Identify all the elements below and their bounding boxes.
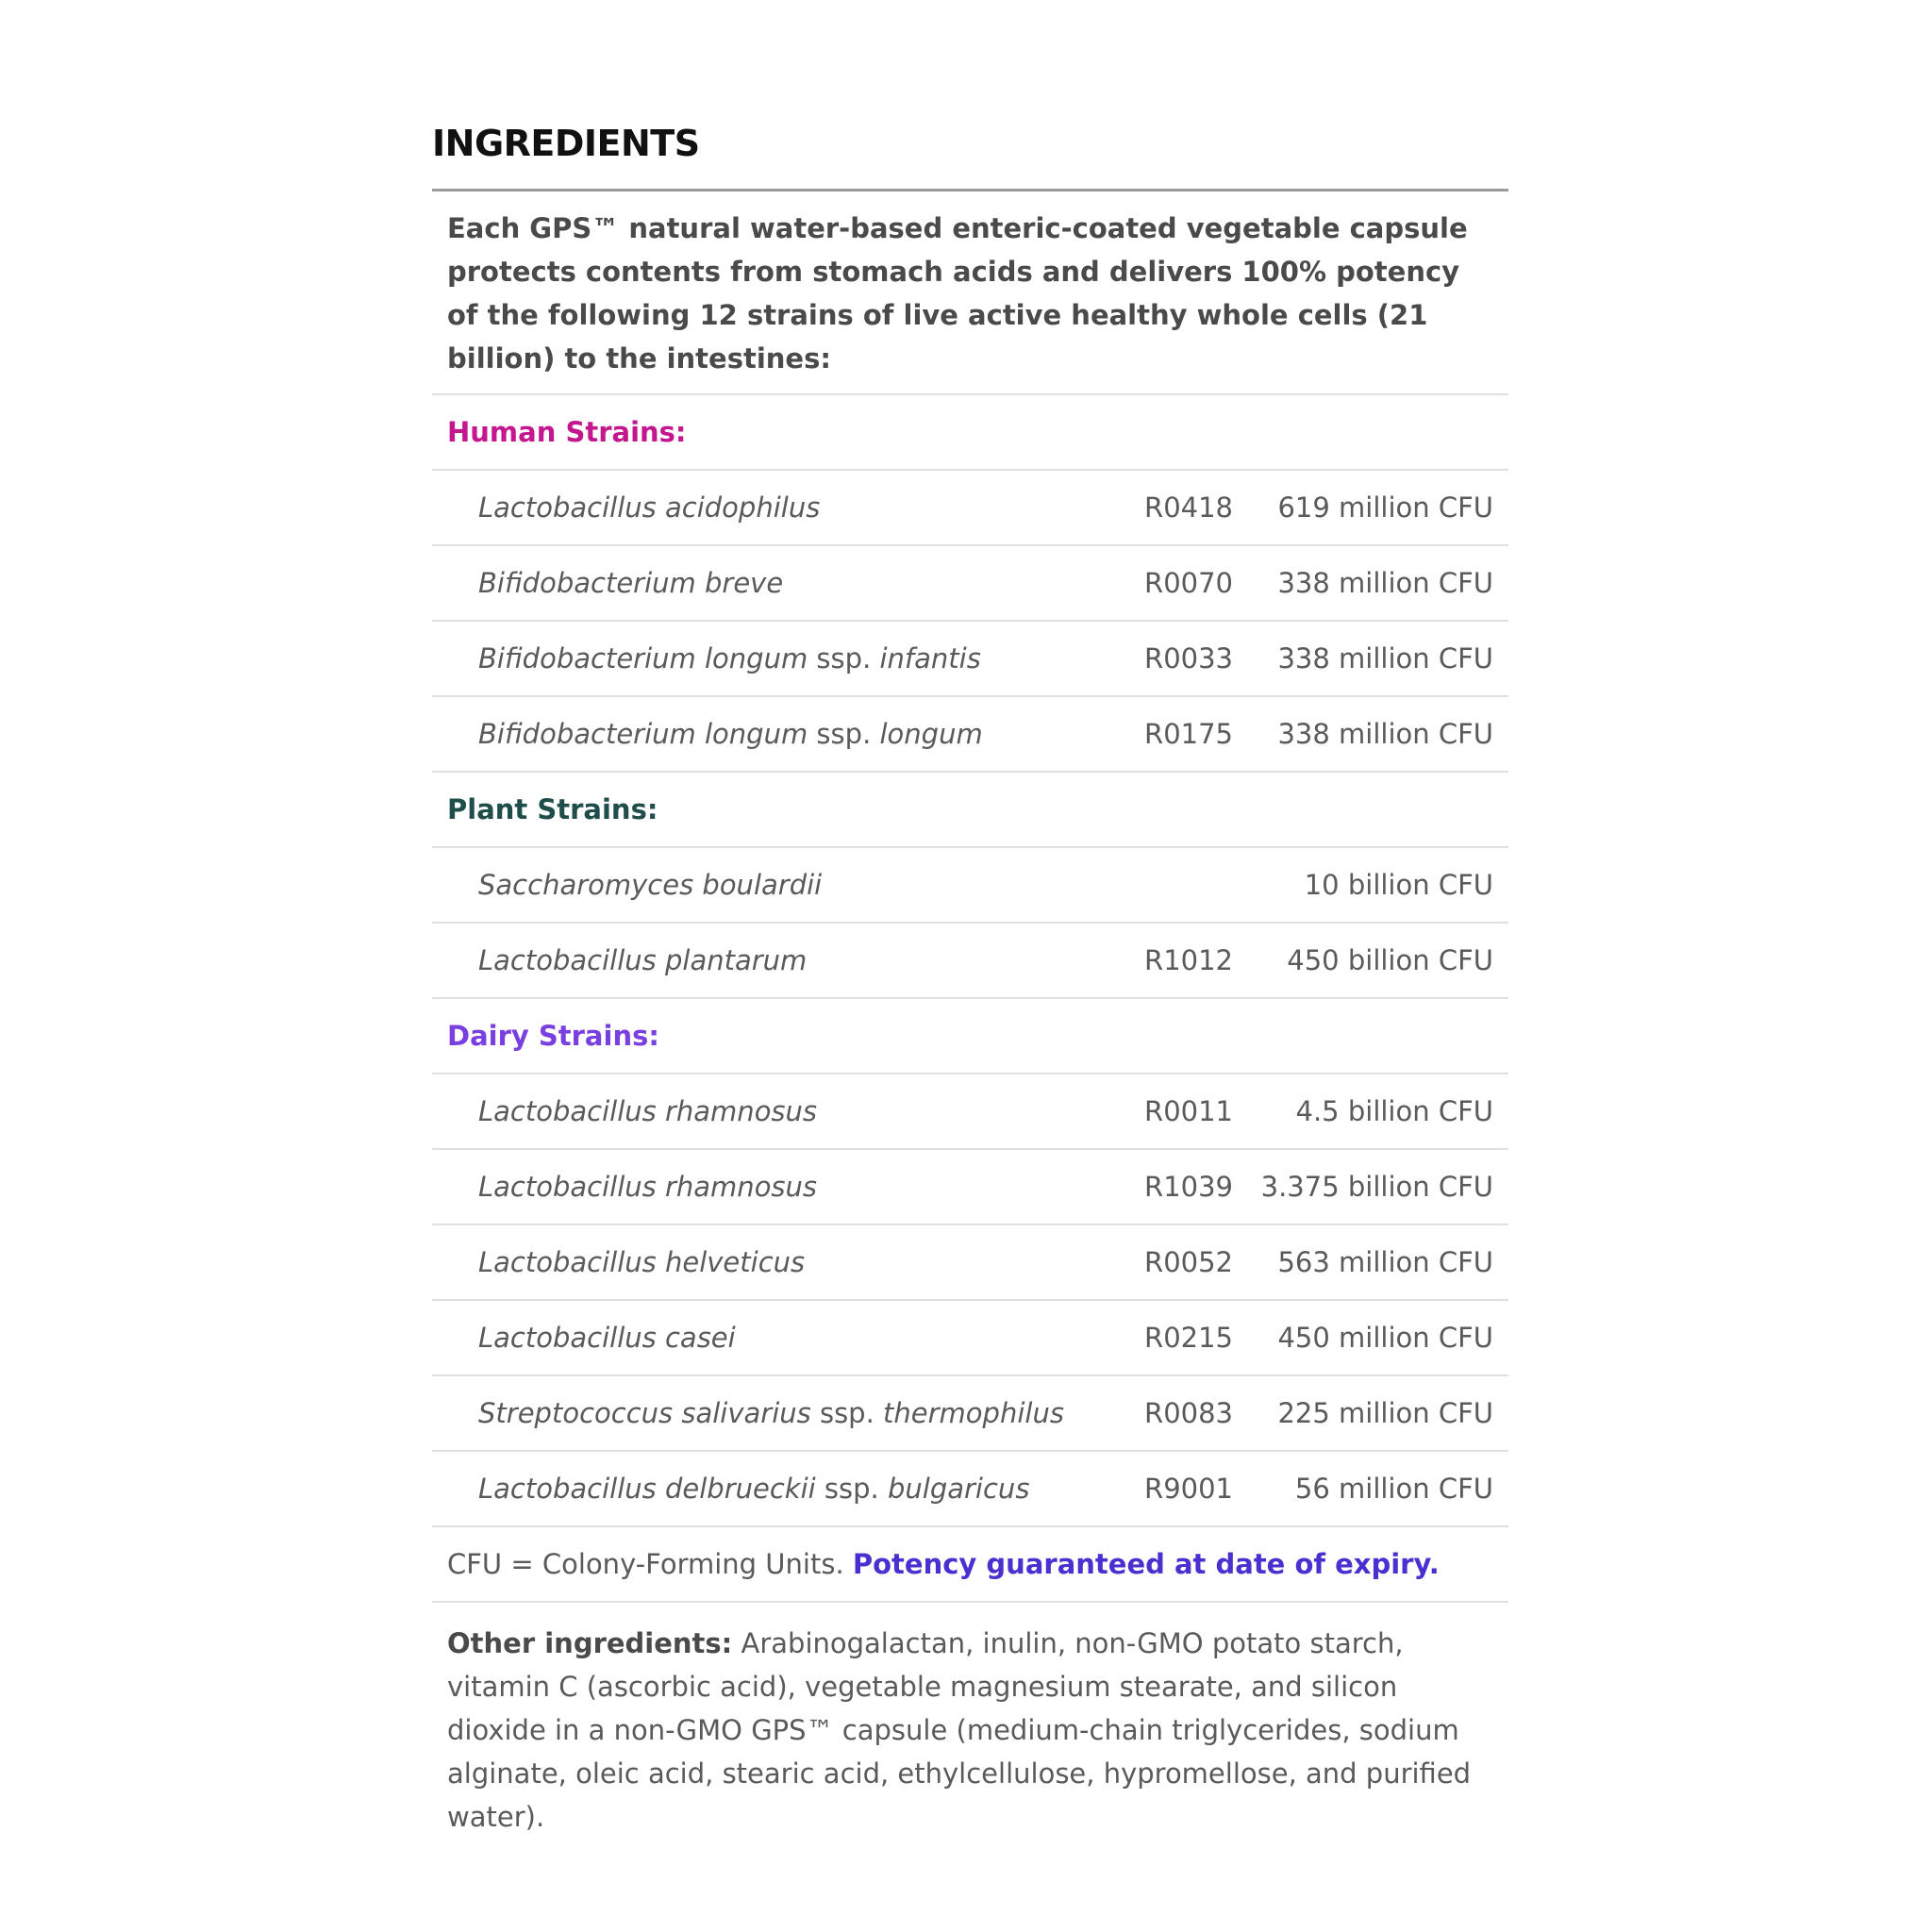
strain-code: R1012 xyxy=(1144,944,1233,976)
strain-row xyxy=(432,1150,1508,1225)
strain-code: R0070 xyxy=(1144,567,1233,599)
intro-text: Each GPS™ natural water-based enteric-coated vegetable capsule protects contents from stomach acids and delivers 100% potency of the following 12 strains of live active healthy whole cells (21 billion) to the intestines: xyxy=(432,192,1508,395)
strain-species: Lactobacillus rhamnosus xyxy=(478,1171,818,1203)
strain-code: R0215 xyxy=(1144,1322,1233,1354)
cfu-note xyxy=(432,1527,1508,1603)
strain-name xyxy=(432,567,1120,599)
strain-species: Lactobacillus helveticus xyxy=(478,1246,806,1278)
section-heading-dairy: Dairy Strains: xyxy=(432,999,1508,1074)
ingredients-title: INGREDIENTS xyxy=(432,123,700,164)
strain-rows-dairy xyxy=(432,1074,1508,1527)
strain-rows-human xyxy=(432,471,1508,773)
strain-ssp-marker: ssp. xyxy=(808,642,880,675)
strain-code: R9001 xyxy=(1144,1473,1233,1505)
strain-species: Bifidobacterium longum xyxy=(478,642,808,675)
strain-row xyxy=(432,622,1508,697)
strain-name xyxy=(432,944,1120,976)
strain-code: R0033 xyxy=(1144,642,1233,675)
strain-name xyxy=(432,1473,1120,1505)
potency-guarantee: Potency guaranteed at date of expiry. xyxy=(852,1548,1440,1580)
strain-amount: 338 million CFU xyxy=(1277,718,1493,750)
strain-species: Lactobacillus casei xyxy=(478,1322,736,1354)
strain-species: Lactobacillus rhamnosus xyxy=(478,1095,818,1127)
strain-name xyxy=(432,869,1120,901)
strain-row xyxy=(432,471,1508,546)
strain-row xyxy=(432,1452,1508,1527)
strain-name xyxy=(432,1171,1120,1203)
strain-species: Lactobacillus delbrueckii xyxy=(478,1473,816,1505)
strain-amount: 4.5 billion CFU xyxy=(1295,1095,1493,1127)
strain-species: Saccharomyces boulardii xyxy=(478,869,823,901)
strain-code: R0418 xyxy=(1144,491,1233,524)
strain-code: R1039 xyxy=(1144,1171,1233,1203)
strain-amount: 338 million CFU xyxy=(1277,567,1493,599)
other-ingredients xyxy=(432,1603,1508,1839)
section-heading-plant: Plant Strains: xyxy=(432,773,1508,848)
strain-row xyxy=(432,924,1508,999)
strain-amount: 56 million CFU xyxy=(1294,1473,1493,1505)
cfu-definition: CFU = Colony-Forming Units. xyxy=(447,1548,844,1580)
strain-name xyxy=(432,1095,1120,1127)
strain-row xyxy=(432,697,1508,773)
strain-amount: 619 million CFU xyxy=(1277,491,1493,524)
strain-name xyxy=(432,491,1120,524)
strain-name xyxy=(432,642,1120,675)
strain-row xyxy=(432,1225,1508,1301)
strain-row xyxy=(432,1074,1508,1150)
strain-species: Bifidobacterium breve xyxy=(478,567,784,599)
strain-species: Lactobacillus plantarum xyxy=(478,944,808,976)
strain-row xyxy=(432,1376,1508,1452)
strain-name xyxy=(432,1397,1120,1429)
strain-amount: 225 million CFU xyxy=(1277,1397,1493,1429)
section-heading-human: Human Strains: xyxy=(432,395,1508,471)
strain-amount: 338 million CFU xyxy=(1277,642,1493,675)
strain-species: Lactobacillus acidophilus xyxy=(478,491,821,524)
strain-row xyxy=(432,848,1508,924)
strain-amount: 10 billion CFU xyxy=(1304,869,1493,901)
strain-rows-plant xyxy=(432,848,1508,999)
strain-name xyxy=(432,1246,1120,1278)
strain-code: R0175 xyxy=(1144,718,1233,750)
strain-ssp-marker: ssp. xyxy=(808,718,880,750)
strain-code: R0083 xyxy=(1144,1397,1233,1429)
strain-subspecies: longum xyxy=(879,718,983,750)
strain-amount: 563 million CFU xyxy=(1277,1246,1493,1278)
strain-amount: 450 million CFU xyxy=(1277,1322,1493,1354)
strain-ssp-marker: ssp. xyxy=(815,1473,888,1505)
strain-species: Bifidobacterium longum xyxy=(478,718,808,750)
strain-subspecies: infantis xyxy=(879,642,981,675)
strain-species: Streptococcus salivarius xyxy=(478,1397,811,1429)
strain-row xyxy=(432,1301,1508,1376)
strain-amount: 3.375 billion CFU xyxy=(1260,1171,1493,1203)
strain-subspecies: bulgaricus xyxy=(887,1473,1030,1505)
strain-code: R0052 xyxy=(1144,1246,1233,1278)
other-ingredients-text: Arabinogalactan, inulin, non-GMO potato starch, vitamin C (ascorbic acid), vegetable magnesium stearate, and silicon dioxide in a non-GMO GPS™ capsule (medium-chain triglycerides, sodium alginate, oleic acid, stearic acid, ethylcellulose, hypromellose, and purified water). xyxy=(447,1627,1472,1833)
strain-subspecies: thermophilus xyxy=(883,1397,1064,1429)
strain-ssp-marker: ssp. xyxy=(810,1397,884,1429)
strain-amount: 450 billion CFU xyxy=(1287,944,1493,976)
strain-name xyxy=(432,1322,1120,1354)
strain-name xyxy=(432,718,1120,750)
strain-code: R0011 xyxy=(1144,1095,1233,1127)
strain-row xyxy=(432,546,1508,622)
ingredients-panel xyxy=(432,113,1508,1839)
other-ingredients-label: Other ingredients: xyxy=(447,1627,733,1659)
